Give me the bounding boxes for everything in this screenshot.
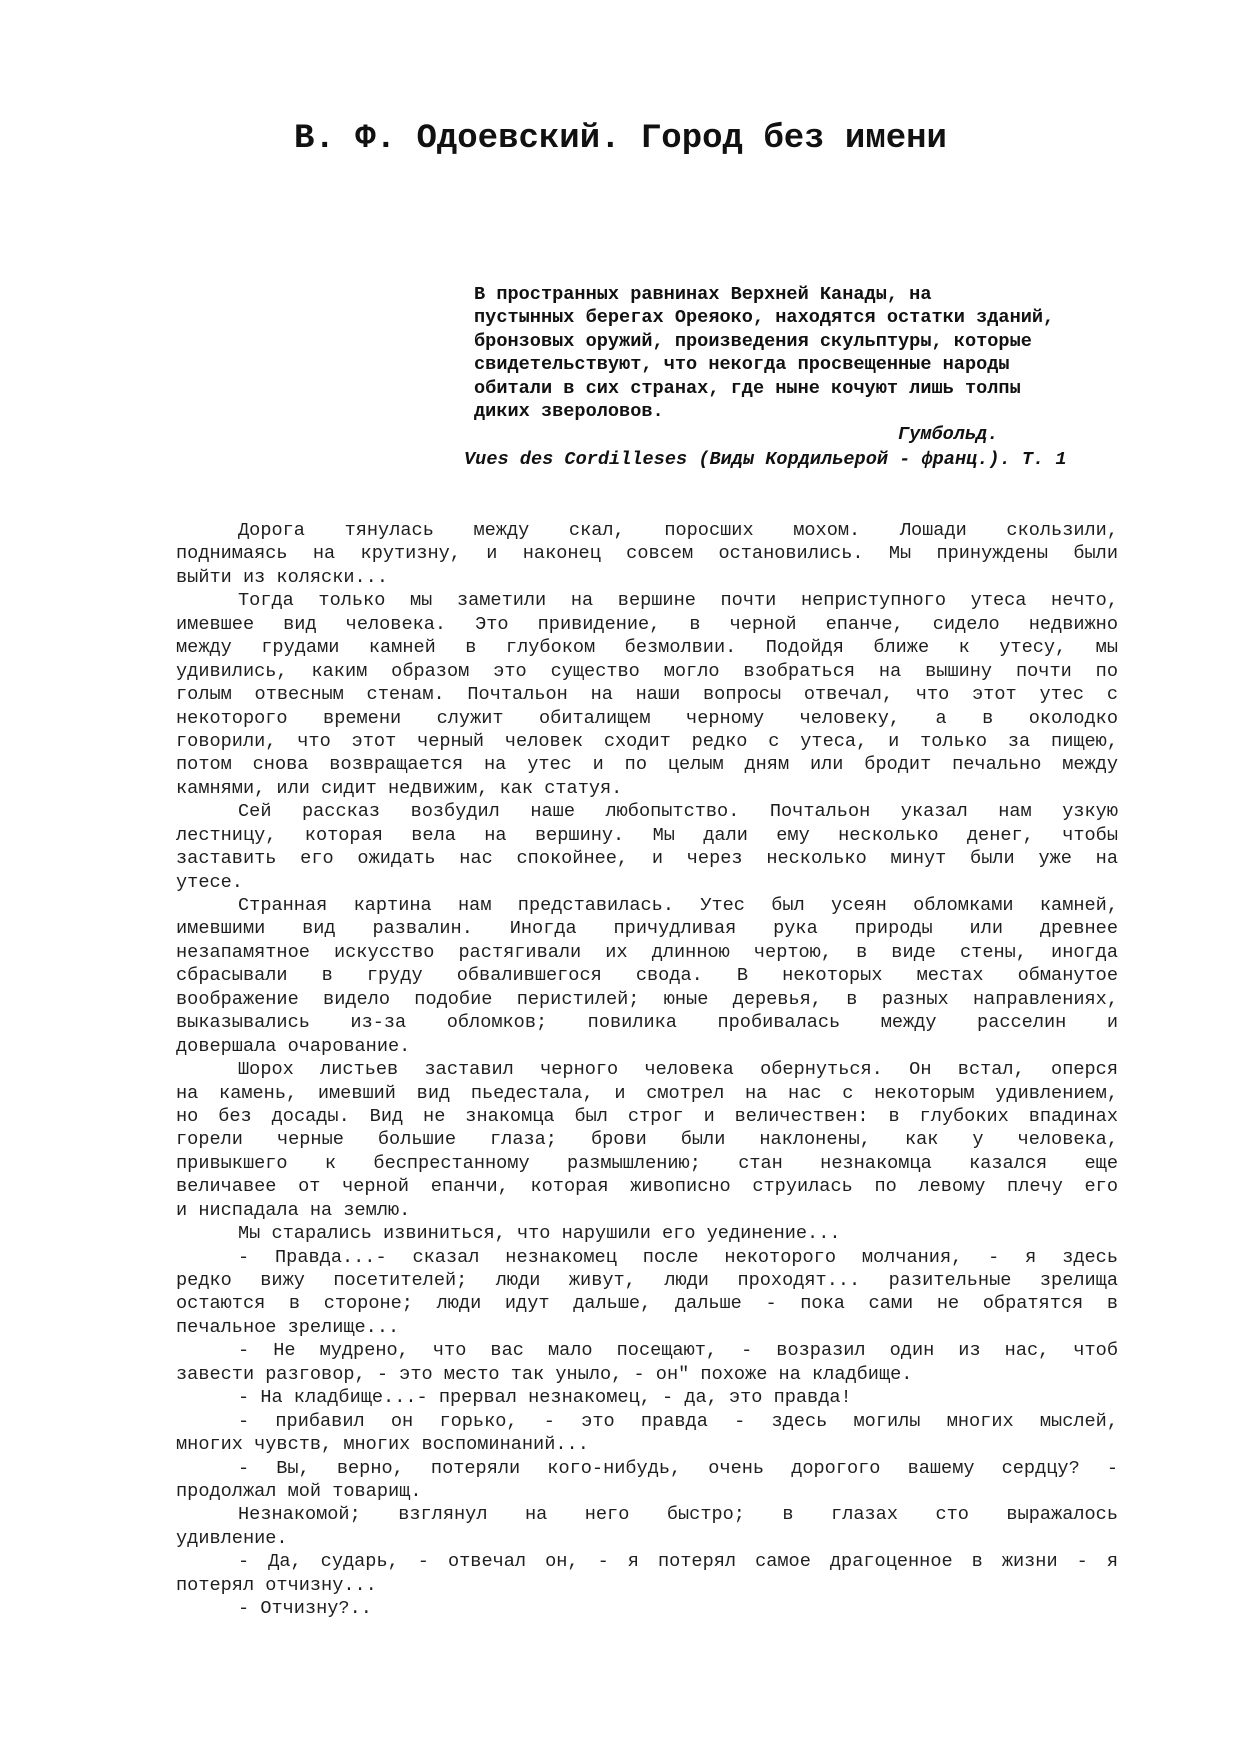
body-line: многих чувств, многих воспоминаний...	[176, 1434, 589, 1456]
body-line: Тогда только мы заметили на вершине почти неприступного утеса нечто,	[238, 590, 1118, 612]
document-title: В. Ф. Одоевский. Город без имени	[294, 120, 947, 158]
body-line: утесе.	[176, 871, 243, 893]
epigraph-line: свидетельствуют, что некогда просвещенные народы	[474, 354, 1010, 376]
body-line: потом снова возвращается на утес и по целым дням или бродит печально между	[176, 754, 1118, 776]
body-line: камнями, или сидит недвижим, как статуя.	[176, 777, 623, 799]
body-line: голым отвесным стенам. Почтальон на наши вопросы отвечал, что этот утес с	[176, 684, 1118, 706]
body-line: Дорога тянулась между скал, поросших мохом. Лошади скользили,	[238, 520, 1118, 541]
body-line: довершала очарование.	[176, 1035, 411, 1057]
body-text	[176, 519, 1118, 1621]
body-line: выказывались из-за обломков; повилика пробивалась между расселин и	[176, 1012, 1118, 1034]
body-line: Мы старались извиниться, что нарушили его уединение...	[238, 1223, 841, 1245]
body-line: выйти из коляски...	[176, 566, 389, 588]
body-line: сбрасывали в груду обвалившегося свода. В некоторых местах обманутое	[176, 965, 1118, 987]
body-line: горели черные большие глаза; брови были наклонены, как у человека,	[176, 1129, 1118, 1151]
body-line: величавее от черной епанчи, которая живописно струилась по левому плечу его	[176, 1176, 1118, 1198]
epigraph-line: бронзовых оружий, произведения скульптуры, которые	[474, 330, 1032, 352]
body-line: остаются в стороне; люди идут дальше, дальше - пока сами не обратятся в	[176, 1293, 1118, 1315]
body-line: имевшее вид человека. Это привидение, в черной епанче, сидело недвижно	[176, 613, 1118, 635]
body-line: говорили, что этот черный человек сходит редко с утеса, и только за пищею,	[176, 730, 1118, 752]
body-line: между грудами камней в глубоком безмолвии. Подойдя ближе к утесу, мы	[176, 637, 1118, 659]
body-line: - Да, сударь, - отвечал он, - я потерял самое драгоценное в жизни - я	[238, 1551, 1118, 1573]
body-line: завести разговор, - это место так уныло, - он" похоже на кладбище.	[176, 1363, 913, 1385]
body-line: Странная картина нам представилась. Утес был усеян обломками камней,	[238, 895, 1118, 916]
body-line: - На кладбище...- прервал незнакомец, - да, это правда!	[238, 1387, 852, 1409]
body-line: - Отчизну?..	[238, 1598, 372, 1620]
epigraph-line: обитали в сих странах, где ныне кочуют лишь толпы	[474, 377, 1021, 399]
body-line: незапамятное искусство растягивали их длинною чертою, в виде стены, иногда	[176, 941, 1118, 963]
epigraph-line: диких звероловов.	[474, 400, 664, 422]
body-line: привыкшего к беспрестанному размышлению; стан незнакомца казался еще	[176, 1152, 1118, 1174]
epigraph-source: Vues des Cordilleses (Виды Кордильерой - франц.). Т. 1	[464, 449, 1067, 470]
body-line: - Правда...- сказал незнакомец после некоторого молчания, - я здесь	[238, 1246, 1118, 1268]
body-line: - прибавил он горько, - это правда - здесь могилы многих мыслей,	[238, 1410, 1118, 1432]
body-line: - Вы, верно, потеряли кого-нибудь, очень дорогого вашему сердцу? -	[238, 1457, 1118, 1479]
epigraph-author: Гумбольд.	[898, 424, 999, 446]
epigraph	[474, 283, 1174, 447]
body-line: Шорох листьев заставил черного человека обернуться. Он встал, оперся	[238, 1059, 1118, 1081]
body-line: удивление.	[176, 1527, 288, 1549]
body-line: некоторого времени служит обиталищем черному человеку, а в околодко	[176, 707, 1118, 729]
body-line: и ниспадала на землю.	[176, 1199, 411, 1221]
body-line: на камень, имевший вид пьедестала, и смотрел на нас с некоторым удивлением,	[176, 1082, 1118, 1104]
body-line: удивились, каким образом это существо могло взобраться на вышину почти по	[176, 660, 1118, 682]
body-line: заставить его ожидать нас спокойнее, и через несколько минут были уже на	[176, 848, 1118, 870]
body-line: редко вижу посетителей; люди живут, люди проходят... разительные зрелища	[176, 1270, 1118, 1291]
epigraph-line: пустынных берегах Ореяоко, находятся остатки зданий,	[474, 307, 1055, 329]
body-line: печальное зрелище...	[176, 1316, 400, 1338]
body-line: поднимаясь на крутизну, и наконец совсем остановились. Мы принуждены были	[176, 543, 1118, 565]
body-line: лестницу, которая вела на вершину. Мы дали ему несколько денег, чтобы	[176, 824, 1118, 846]
body-line: Сей рассказ возбудил наше любопытство. Почтальон указал нам узкую	[238, 801, 1118, 823]
epigraph-line: В пространных равнинах Верхней Канады, на	[474, 284, 932, 305]
body-line: воображение видело подобие перистилей; юные деревья, в разных направлениях,	[176, 988, 1118, 1010]
body-line: но без досады. Вид не знакомца был строг и величествен: в глубоких впадинах	[176, 1105, 1118, 1127]
body-line: имевшими вид развалин. Иногда причудливая рука природы или древнее	[176, 918, 1118, 940]
body-line: - Не мудрено, что вас мало посещают, - возразил один из нас, чтоб	[238, 1340, 1118, 1362]
body-line: Незнакомой; взглянул на него быстро; в глазах сто выражалось	[238, 1504, 1118, 1526]
body-line: продолжал мой товарищ.	[176, 1480, 422, 1502]
body-line: потерял отчизну...	[176, 1574, 377, 1596]
